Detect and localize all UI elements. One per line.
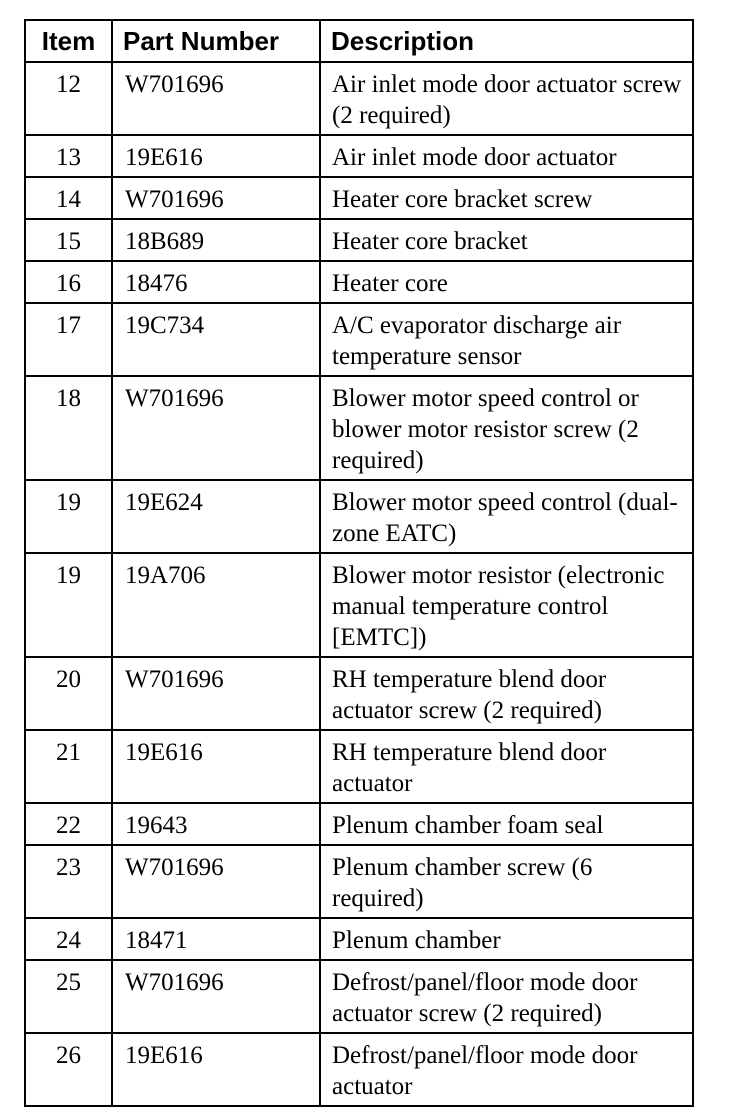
table-row bbox=[25, 376, 693, 480]
description-cell: Heater core bbox=[320, 261, 693, 303]
table-row bbox=[25, 845, 693, 918]
description-cell: RH temperature blend door actuator bbox=[320, 730, 693, 803]
table-row bbox=[25, 177, 693, 219]
item-cell: 18 bbox=[25, 376, 112, 480]
description-cell: Blower motor speed control or blower motor resistor screw (2 required) bbox=[320, 376, 693, 480]
part-number-cell: 19E624 bbox=[112, 480, 320, 553]
part-number-cell: W701696 bbox=[112, 657, 320, 730]
header-part-number: Part Number bbox=[112, 20, 320, 62]
part-number-cell: 19E616 bbox=[112, 1033, 320, 1106]
description-cell: Defrost/panel/floor mode door actuator screw (2 required) bbox=[320, 960, 693, 1033]
table-row bbox=[25, 803, 693, 845]
part-number-cell: 18476 bbox=[112, 261, 320, 303]
table-row bbox=[25, 62, 693, 135]
table-row bbox=[25, 730, 693, 803]
description-cell: Plenum chamber screw (6 required) bbox=[320, 845, 693, 918]
part-number-cell: W701696 bbox=[112, 376, 320, 480]
parts-table bbox=[24, 19, 694, 1107]
table-row bbox=[25, 553, 693, 657]
part-number-cell: 19E616 bbox=[112, 135, 320, 177]
table-row bbox=[25, 480, 693, 553]
item-cell: 12 bbox=[25, 62, 112, 135]
table-row bbox=[25, 261, 693, 303]
description-cell: Plenum chamber bbox=[320, 918, 693, 960]
table-row bbox=[25, 135, 693, 177]
header-item: Item bbox=[25, 20, 112, 62]
description-cell: Heater core bracket screw bbox=[320, 177, 693, 219]
description-cell: Heater core bracket bbox=[320, 219, 693, 261]
item-cell: 22 bbox=[25, 803, 112, 845]
part-number-cell: 19C734 bbox=[112, 303, 320, 376]
description-cell: Defrost/panel/floor mode door actuator bbox=[320, 1033, 693, 1106]
table-row bbox=[25, 303, 693, 376]
part-number-cell: W701696 bbox=[112, 62, 320, 135]
header-description: Description bbox=[320, 20, 693, 62]
description-cell: Plenum chamber foam seal bbox=[320, 803, 693, 845]
part-number-cell: W701696 bbox=[112, 960, 320, 1033]
part-number-cell: W701696 bbox=[112, 845, 320, 918]
item-cell: 14 bbox=[25, 177, 112, 219]
item-cell: 19 bbox=[25, 553, 112, 657]
table-row bbox=[25, 918, 693, 960]
item-cell: 25 bbox=[25, 960, 112, 1033]
item-cell: 23 bbox=[25, 845, 112, 918]
item-cell: 16 bbox=[25, 261, 112, 303]
part-number-cell: 19643 bbox=[112, 803, 320, 845]
description-cell: Air inlet mode door actuator screw (2 required) bbox=[320, 62, 693, 135]
item-cell: 24 bbox=[25, 918, 112, 960]
description-cell: Blower motor speed control (dual-zone EATC) bbox=[320, 480, 693, 553]
header-row bbox=[25, 20, 693, 62]
item-cell: 20 bbox=[25, 657, 112, 730]
part-number-cell: 18B689 bbox=[112, 219, 320, 261]
table-row bbox=[25, 219, 693, 261]
part-number-cell: 18471 bbox=[112, 918, 320, 960]
description-cell: Blower motor resistor (electronic manual temperature control [EMTC]) bbox=[320, 553, 693, 657]
table-row bbox=[25, 960, 693, 1033]
table-row bbox=[25, 657, 693, 730]
item-cell: 15 bbox=[25, 219, 112, 261]
item-cell: 26 bbox=[25, 1033, 112, 1106]
description-cell: RH temperature blend door actuator screw (2 required) bbox=[320, 657, 693, 730]
description-cell: A/C evaporator discharge air temperature sensor bbox=[320, 303, 693, 376]
item-cell: 17 bbox=[25, 303, 112, 376]
part-number-cell: 19E616 bbox=[112, 730, 320, 803]
item-cell: 19 bbox=[25, 480, 112, 553]
part-number-cell: 19A706 bbox=[112, 553, 320, 657]
part-number-cell: W701696 bbox=[112, 177, 320, 219]
table-body bbox=[25, 62, 693, 1106]
table-row bbox=[25, 1033, 693, 1106]
item-cell: 21 bbox=[25, 730, 112, 803]
item-cell: 13 bbox=[25, 135, 112, 177]
description-cell: Air inlet mode door actuator bbox=[320, 135, 693, 177]
